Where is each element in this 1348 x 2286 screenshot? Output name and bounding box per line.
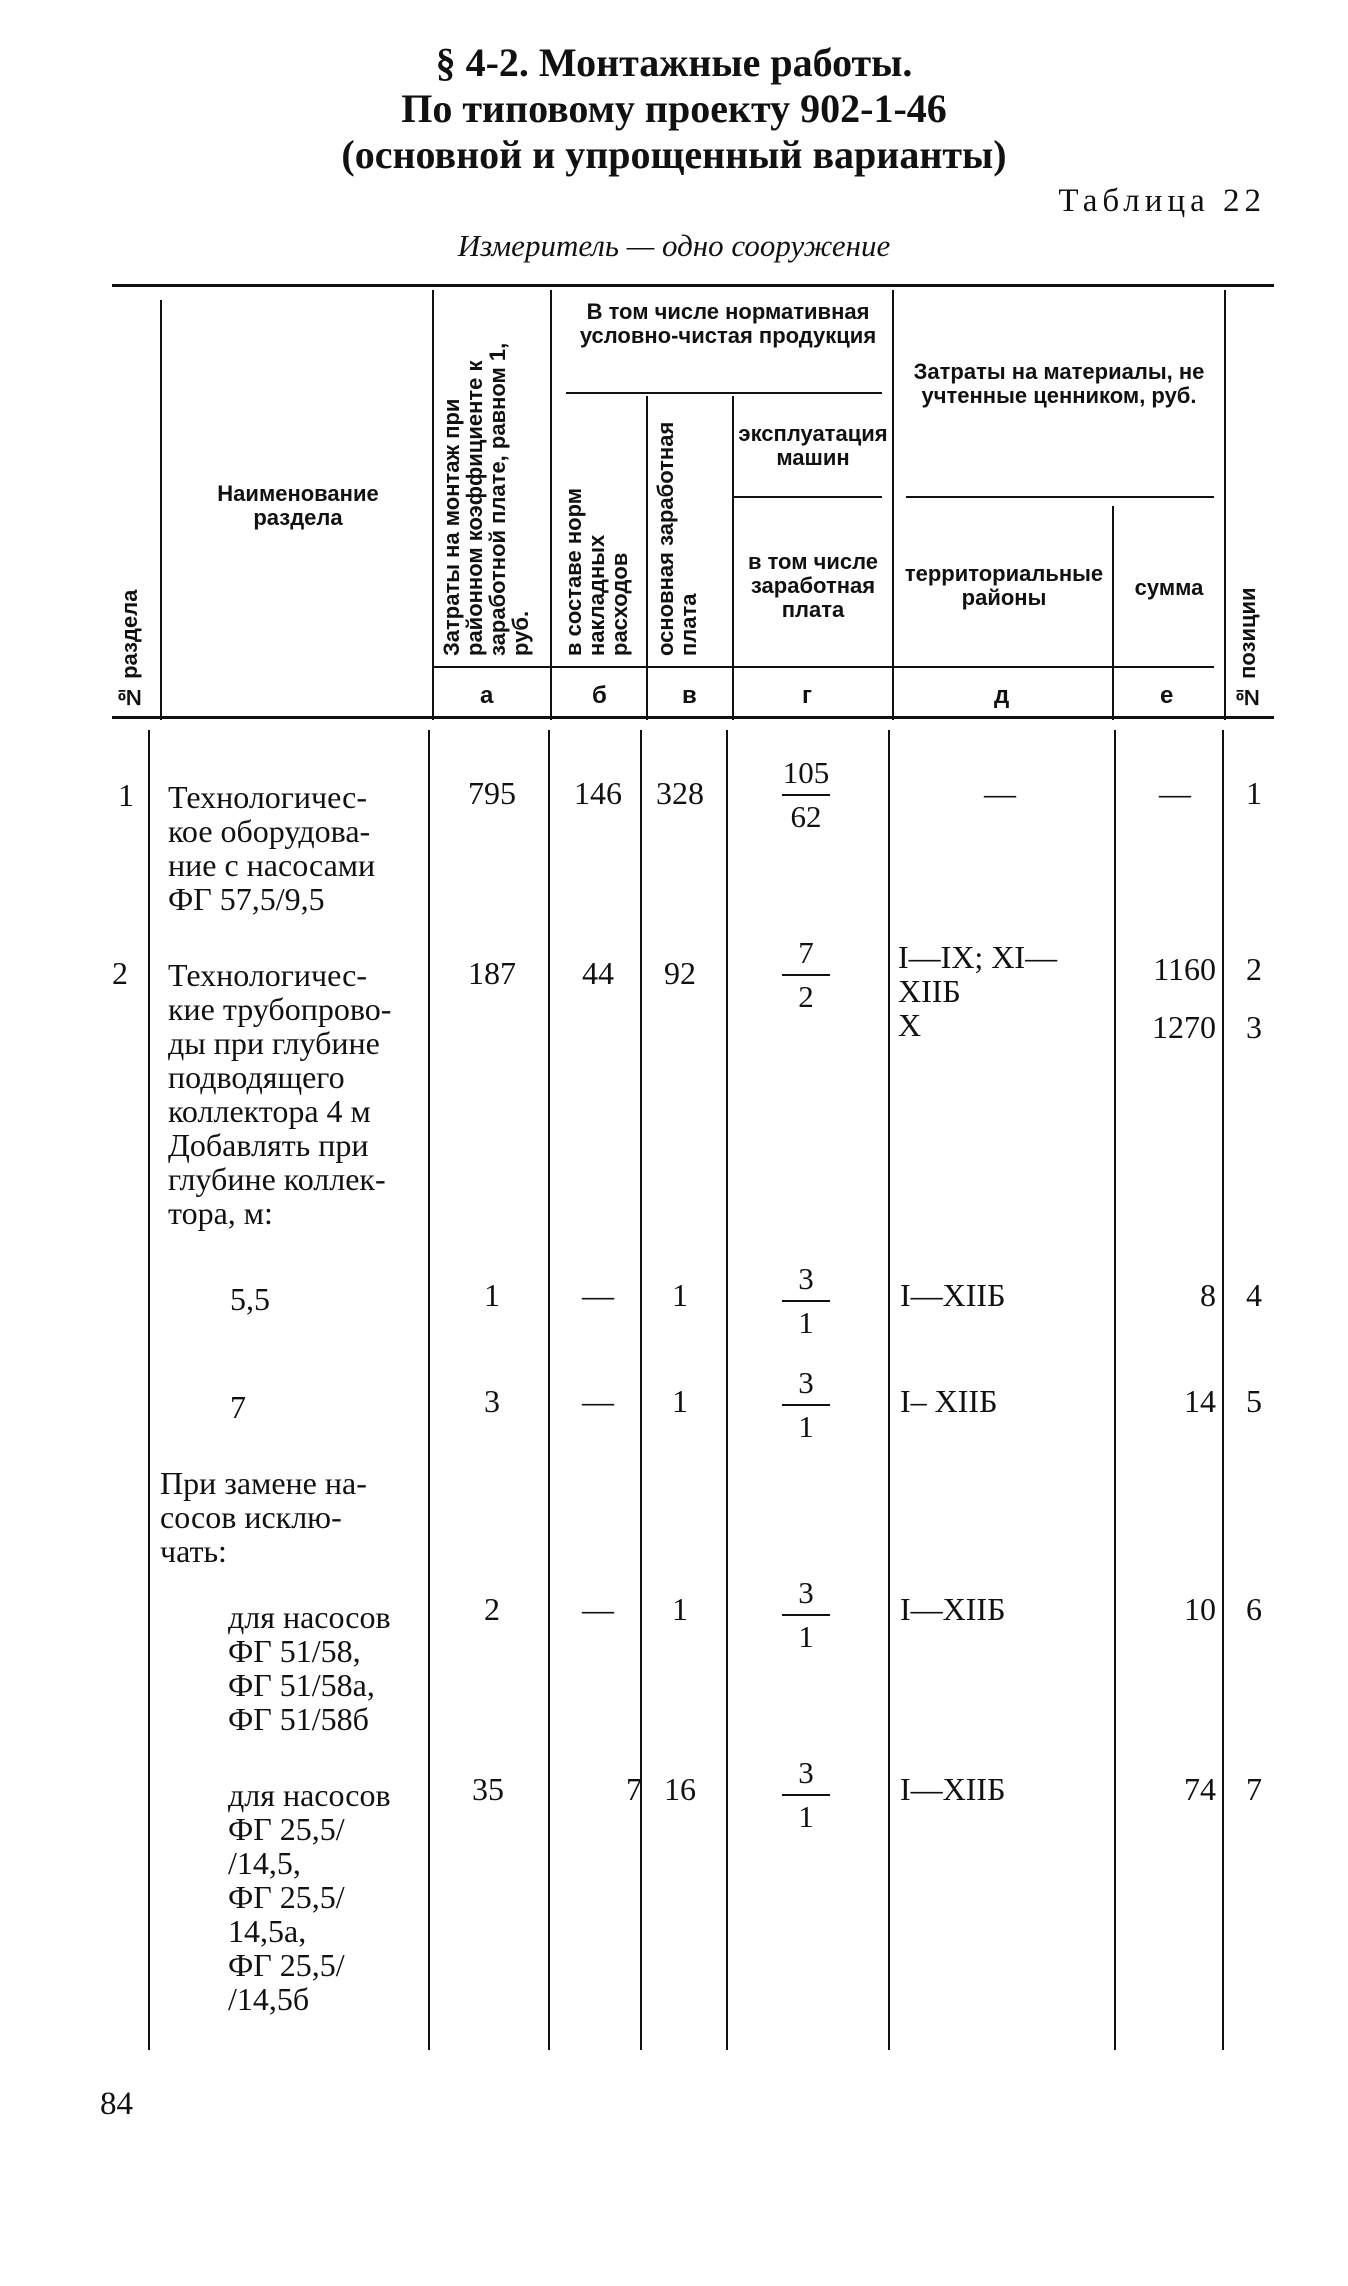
position-no: 5	[1246, 1383, 1262, 1419]
value-v: 1	[672, 1277, 688, 1313]
vline-body-1	[148, 730, 150, 2050]
value-b: 146	[574, 775, 622, 811]
position-no: 6	[1246, 1591, 1262, 1627]
col-letter-v: в	[682, 682, 697, 709]
vline-body-3	[548, 730, 550, 2050]
value-g-fraction: 3 1	[776, 1756, 836, 1834]
header-base-wage: основная заработная плата	[653, 421, 701, 656]
position-no: 1	[1246, 775, 1262, 811]
vline-3	[550, 290, 552, 720]
header-cost-install: Затраты на монтаж при районном коэффициенте к заработной плате, равном 1, руб.	[439, 342, 533, 656]
value-v: 92	[664, 955, 696, 991]
value-g-fraction: 3 1	[776, 1366, 836, 1444]
header-section-no: № раздела	[117, 589, 142, 710]
row-name: При замене на- сосов исклю- чать:	[160, 1465, 367, 1569]
value-d: I– XIIБ	[900, 1383, 998, 1419]
value-d: I—XIIБ	[900, 1277, 1006, 1313]
vline-body-5	[726, 730, 728, 2050]
value-d: —	[984, 775, 1016, 811]
col-letter-a: а	[480, 682, 494, 709]
value-b: —	[582, 1383, 614, 1419]
row-name: для насосов ФГ 51/58, ФГ 51/58а, ФГ 51/58б	[228, 1599, 391, 1737]
title-line-2: По типовому проекту 902-1-46	[401, 86, 947, 131]
value-v: 1	[672, 1383, 688, 1419]
position-no: 4	[1246, 1277, 1262, 1313]
value-v: 1	[672, 1591, 688, 1627]
header-machines: эксплуатация машин	[738, 421, 888, 470]
title-line-1: § 4-2. Монтажные работы.	[435, 40, 913, 85]
materials-rule	[906, 496, 1214, 498]
vline-body-7	[1114, 730, 1116, 2050]
value-b: 7	[626, 1771, 642, 1807]
table-top-rule	[112, 284, 1274, 287]
value-e: 8	[1200, 1277, 1216, 1313]
col-letter-d: д	[994, 682, 1010, 709]
header-overhead: в составе норм накладных расходов	[561, 488, 632, 656]
header-section-name: Наименование раздела	[217, 481, 379, 530]
section-no: 1	[118, 777, 134, 813]
vline-2	[432, 290, 434, 720]
col-letter-b: б	[592, 682, 607, 709]
machines-rule	[734, 496, 882, 498]
position-no: 7	[1246, 1771, 1262, 1807]
header-incl-group: В том числе нормативная условно-чистая продукция	[579, 299, 877, 348]
value-a: 187	[468, 955, 516, 991]
header-materials-group: Затраты на материалы, не учтенные ценником, руб.	[913, 359, 1205, 408]
value-e: 74	[1184, 1771, 1216, 1807]
position-no: 2 3	[1246, 951, 1262, 1045]
col-letter-g: г	[802, 682, 812, 709]
col-letter-e: е	[1160, 682, 1174, 709]
value-e: —	[1159, 775, 1191, 811]
row-name: 5,5	[230, 1281, 270, 1317]
row-name: 7	[230, 1389, 246, 1425]
vline-body-6	[888, 730, 890, 2050]
value-a: 3	[484, 1383, 500, 1419]
title-line-3: (основной и упрощенный варианты)	[341, 132, 1007, 177]
value-b: —	[582, 1277, 614, 1313]
measure-line: Измеритель — одно сооружение	[457, 228, 891, 263]
header-machines-wage: в том числе заработная плата	[747, 549, 879, 622]
row-name: для насосов ФГ 25,5/ /14,5, ФГ 25,5/ 14,5а, ФГ 25,5/ /14,5б	[228, 1777, 391, 2017]
section-no: 2	[112, 955, 128, 991]
value-a: 2	[484, 1591, 500, 1627]
header-position-no: № позиции	[1235, 587, 1260, 710]
header-sum: сумма	[1134, 575, 1204, 600]
vline-1	[160, 300, 162, 720]
incl-group-rule	[566, 392, 882, 394]
vline-body-8	[1222, 730, 1224, 2050]
vline-5	[732, 396, 734, 720]
value-g-fraction: 7 2	[776, 936, 836, 1014]
value-d: I—XIIБ	[900, 1591, 1006, 1627]
value-a: 795	[468, 775, 516, 811]
value-d: I—XIIБ	[900, 1771, 1006, 1807]
row-name: Технологичес- кие трубопрово- ды при глубине подводящего коллектора 4 м Добавлять при глубине коллек- тора, м:	[168, 957, 392, 1231]
value-e: 10	[1184, 1591, 1216, 1627]
vline-6	[892, 290, 894, 720]
value-d: I—IX; XI— XIIБ X	[898, 939, 1058, 1043]
header-bottom-rule	[112, 716, 1274, 719]
vline-body-2	[428, 730, 430, 2050]
value-b: 44	[582, 955, 614, 991]
value-g-fraction: 3 1	[776, 1262, 836, 1340]
vline-4	[646, 396, 648, 720]
value-g-fraction: 105 62	[782, 755, 830, 834]
value-e: 14	[1184, 1383, 1216, 1419]
vline-8	[1224, 290, 1226, 720]
value-b: —	[582, 1591, 614, 1627]
value-a: 35	[472, 1771, 504, 1807]
value-g-fraction: 3 1	[776, 1576, 836, 1654]
value-a: 1	[484, 1277, 500, 1313]
vline-7	[1112, 506, 1114, 720]
table-label: Таблица 22	[1058, 183, 1266, 219]
value-e: 1160 1270	[1152, 951, 1216, 1045]
header-territorial: территориальные районы	[904, 561, 1104, 610]
value-v: 16	[664, 1771, 696, 1807]
row-name: Технологичес- кое оборудова- ние с насосами ФГ 57,5/9,5	[168, 779, 376, 917]
value-v: 328	[656, 775, 704, 811]
page-number: 84	[100, 2086, 133, 2122]
